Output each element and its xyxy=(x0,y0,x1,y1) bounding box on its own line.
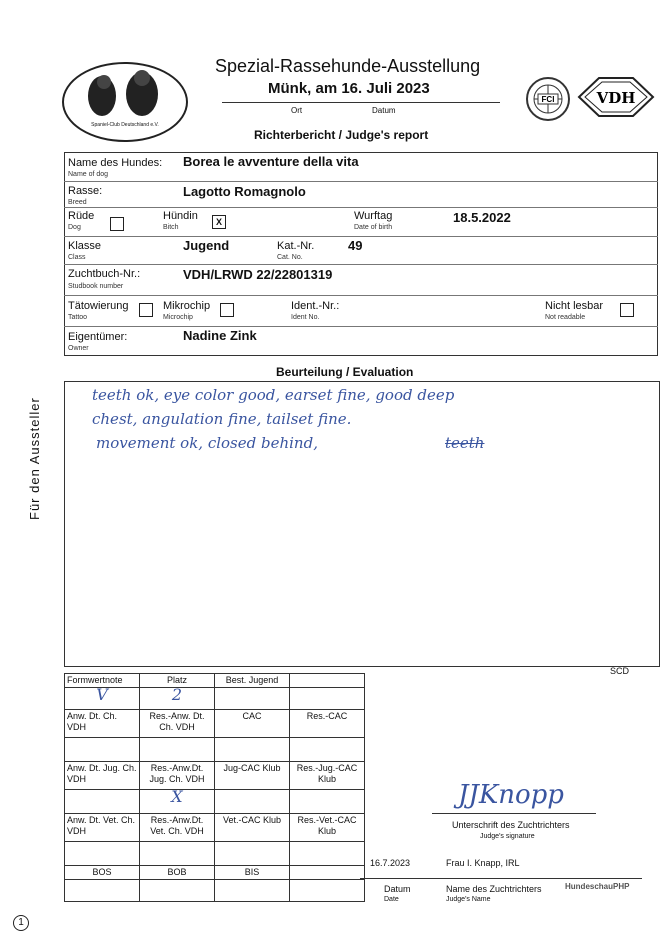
signature-line xyxy=(432,813,596,814)
grade-cell: Jug-CAC Klub xyxy=(215,762,290,790)
whelp-label: Wurftag xyxy=(354,210,393,222)
row-divider xyxy=(64,295,658,296)
grade-cell: Anw. Dt. Vet. Ch. VDH xyxy=(65,814,140,842)
evaluation-line-3: movement ok, closed behind, xyxy=(96,434,318,452)
dog-name-sub: Name of dog xyxy=(68,171,109,178)
datum-label: Datum xyxy=(372,106,396,115)
grade-cell: BOS xyxy=(65,866,140,880)
page-number: 1 xyxy=(13,915,29,931)
class-label: Klasse xyxy=(68,240,102,252)
breed-sub: Breed xyxy=(68,199,87,206)
whelp-date: 18.5.2022 xyxy=(453,210,511,225)
grade-cell: Platz xyxy=(140,674,215,688)
grade-cell: BIS xyxy=(215,866,290,880)
grade-cell xyxy=(65,790,140,814)
class-sub: Class xyxy=(68,254,86,261)
chip-label: Mikrochip xyxy=(163,300,211,312)
evaluation-heading: Beurteilung / Evaluation xyxy=(276,365,414,379)
owner-label: Eigentümer: xyxy=(68,331,128,343)
male-label: Rüde xyxy=(68,210,95,222)
footer-line xyxy=(360,878,642,879)
chip-checkbox[interactable] xyxy=(220,303,234,317)
grade-cell: Anw. Dt. Jug. Ch. VDH xyxy=(65,762,140,790)
studbook-label: Zuchtbuch-Nr.: xyxy=(68,268,141,280)
judge-name-sub: Judge's Name xyxy=(446,896,491,903)
fci-logo xyxy=(525,76,571,122)
software-mark: HundeschauPHP xyxy=(565,882,630,891)
grade-cell xyxy=(140,738,215,762)
grade-cell: Res.-Anw.Dt. Jug. Ch. VDH xyxy=(140,762,215,790)
grade-cell: Res.-Jug.-CAC Klub xyxy=(290,762,365,790)
place-date-line xyxy=(222,102,500,103)
dog-name: Borea le avventure della vita xyxy=(183,154,359,169)
tattoo-label: Tätowierung xyxy=(68,300,129,312)
row-divider xyxy=(64,264,658,265)
club-logo xyxy=(62,62,188,142)
grade-cell xyxy=(215,738,290,762)
show-title: Spezial-Rassehunde-Ausstellung xyxy=(215,56,481,76)
class: Jugend xyxy=(183,238,230,253)
catno: 49 xyxy=(348,238,363,253)
unreadable-sub: Not readable xyxy=(545,314,586,321)
grade-cell: Best. Jugend xyxy=(215,674,290,688)
row-divider xyxy=(64,181,658,182)
owner: Nadine Zink xyxy=(183,328,257,343)
grade-cell: Vet.-CAC Klub xyxy=(215,814,290,842)
chip-sub: Microchip xyxy=(163,314,193,321)
female-checkbox[interactable]: X xyxy=(212,215,226,229)
scd-mark: SCD xyxy=(610,666,630,676)
grade-cell xyxy=(290,866,365,880)
fci-text: FCI xyxy=(541,95,555,104)
male-sub: Dog xyxy=(68,224,81,231)
report-title: Richterbericht / Judge's report xyxy=(254,128,429,142)
breed: Lagotto Romagnolo xyxy=(183,184,306,199)
ort-label: Ort xyxy=(291,106,303,115)
row-divider xyxy=(64,207,658,208)
catno-label: Kat.-Nr. xyxy=(277,240,315,252)
unreadable-checkbox[interactable] xyxy=(620,303,634,317)
grade-cell: Anw. Dt. Ch. VDH xyxy=(65,710,140,738)
grade-cell xyxy=(65,842,140,866)
owner-sub: Owner xyxy=(68,345,89,352)
grade-cell xyxy=(65,738,140,762)
studbook: VDH/LRWD 22/22801319 xyxy=(183,267,333,282)
ident-label: Ident.-Nr.: xyxy=(291,300,340,312)
row-divider xyxy=(64,236,658,237)
grade-cell xyxy=(290,738,365,762)
formwert-value: V xyxy=(65,688,140,710)
grade-cell xyxy=(215,688,290,710)
datum-footer-label: Datum xyxy=(384,884,411,894)
judge-signature: JJKnopp xyxy=(458,780,564,810)
dog-name-label: Name des Hundes: xyxy=(68,157,163,169)
signature-label: Unterschrift des Zuchtrichters xyxy=(452,820,570,830)
grade-cell xyxy=(140,842,215,866)
evaluation-struck-word: teeth xyxy=(445,434,485,452)
grading-table xyxy=(64,673,365,902)
grade-cell xyxy=(215,790,290,814)
grade-cell: Res.-CAC xyxy=(290,710,365,738)
jug-res-mark: X xyxy=(140,790,215,814)
vdh-logo xyxy=(577,76,655,118)
grade-cell: Res.-Vet.-CAC Klub xyxy=(290,814,365,842)
placement-value: 2 xyxy=(140,688,215,710)
grade-cell xyxy=(140,880,215,902)
side-label: Für den Aussteller xyxy=(27,397,42,520)
grade-cell xyxy=(290,674,365,688)
grade-cell xyxy=(215,880,290,902)
breed-label: Rasse: xyxy=(68,185,103,197)
report-date: 16.7.2023 xyxy=(370,858,411,868)
tattoo-checkbox[interactable] xyxy=(139,303,153,317)
catno-sub: Cat. No. xyxy=(277,254,303,261)
evaluation-line-1: teeth ok, eye color good, earset fine, good deep xyxy=(92,386,455,404)
grade-cell xyxy=(290,842,365,866)
whelp-sub: Date of birth xyxy=(354,224,393,231)
grade-cell: Formwertnote xyxy=(65,674,140,688)
club-logo-text: Spaniel-Club Deutschland e.V. xyxy=(91,122,159,128)
grade-cell xyxy=(290,790,365,814)
vdh-text: VDH xyxy=(596,89,636,107)
judge-name-label: Name des Zuchtrichters xyxy=(446,884,542,894)
ident-sub: Ident No. xyxy=(291,314,320,321)
tattoo-sub: Tattoo xyxy=(68,314,88,321)
grade-cell xyxy=(65,880,140,902)
grade-cell: Res.-Anw. Dt. Ch. VDH xyxy=(140,710,215,738)
grade-cell xyxy=(215,842,290,866)
grade-cell: Res.-Anw.Dt. Vet. Ch. VDH xyxy=(140,814,215,842)
grade-cell: CAC xyxy=(215,710,290,738)
unreadable-label: Nicht lesbar xyxy=(545,300,604,312)
date-footer-sub: Date xyxy=(384,896,399,903)
studbook-sub: Studbook number xyxy=(68,283,124,290)
judge-name: Frau I. Knapp, IRL xyxy=(446,858,520,868)
signature-sub: Judge's signature xyxy=(480,833,535,840)
grade-cell: BOB xyxy=(140,866,215,880)
grade-cell xyxy=(290,880,365,902)
male-checkbox[interactable] xyxy=(110,217,124,231)
grade-cell xyxy=(290,688,365,710)
evaluation-line-2: chest, angulation fine, tailset fine. xyxy=(92,410,352,428)
show-subtitle: Münk, am 16. Juli 2023 xyxy=(268,80,430,97)
row-divider xyxy=(64,326,658,327)
female-sub: Bitch xyxy=(163,224,179,231)
female-label: Hündin xyxy=(163,210,198,222)
